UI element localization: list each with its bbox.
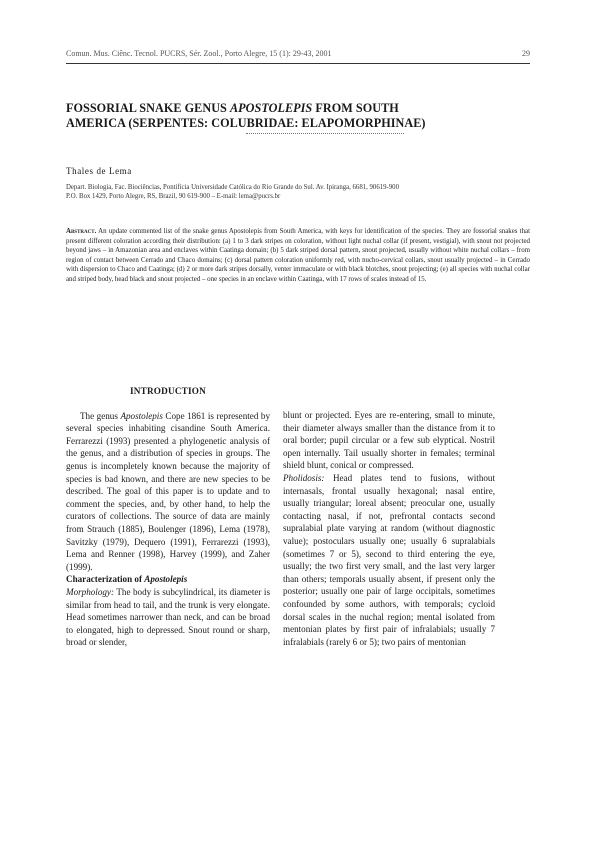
header-rule xyxy=(66,63,530,64)
left-column xyxy=(66,385,270,649)
author-affiliation xyxy=(66,183,530,201)
section-heading-introduction: INTRODUCTION xyxy=(130,386,206,396)
article-title xyxy=(66,101,486,131)
intro-text-a: The genus xyxy=(80,410,121,421)
affiliation-line-1: Depart. Biologia, Fac. Biociências, Pontifícia Universidade Católica do Rio Grande do Sul. Av. Ipiranga, 6681, 90619-900 xyxy=(66,184,399,191)
morphology-label: Morphology: xyxy=(66,586,114,597)
morphology-paragraph xyxy=(66,586,270,649)
title-underline xyxy=(246,133,404,134)
title-part-1: FOSSORIAL SNAKE GENUS xyxy=(66,101,230,115)
morphology-text: The body is subcylindrical, its diameter is similar from head to tail, and the trunk is very elongate. Head sometimes narrower than neck, and can be broad to elongated, high to depressed. Snout round or sharp, broad or slender, xyxy=(66,586,270,648)
morphology-continued: blunt or projected. Eyes are re-entering, small to minute, their diameter always smaller than the distance from it to oral border; pupil circular or a few sub elyptical. Nostril open internally. Tail usually shorter in females; terminal shield blunt, conical or compressed. xyxy=(283,410,495,471)
intro-genus: Apostolepis xyxy=(120,410,163,421)
abstract-label: Abstract. xyxy=(66,228,97,235)
affiliation-line-2: P.O. Box 1429, Porto Alegre, RS, Brazil, 90 619-900 – E-mail: lema@pucrs.br xyxy=(66,193,281,200)
author-name: Thales de Lema xyxy=(66,166,132,176)
title-genus: APOSTOLEPIS xyxy=(229,101,313,115)
title-part-2: FROM SOUTH xyxy=(312,101,399,115)
pholidosis-text: Head plates tend to fusions, without internasals, frontal usually hexagonal; nasal entire, usually triangular; loreal absent; preocular one, usually contacting nasal, if not, prefrontal contacts second supralabial plate varying at random (without diagnostic value); postoculars usually one; usually 6 supralabials (sometimes 7 or 5), second to third entering the eye, usually; the two first very small, and the last very larger than others; temporals usually absent, if present only the posterior; usually one pair of large occipitals, sometimes confounded by some authors, with temporals; cycloid dorsal scales in the nuchal region; mental isolated from mentonian plates by first pair of infralabials; usually 7 infralabials (rarely 6 or 5); two pairs of mentonian xyxy=(283,472,495,647)
intro-text-b: Cope 1861 is represented by several species inhabiting cisandine South America. Ferrarezzi (1993) presented a phylogenetic analysis of the genus, and a distribution of species in groups. The genus is incompletely known because the majority of species is bad known, and there are new species to be described. The goal of this paper is to update and to comment the species, and, by other hand, to help the curators of collections. The source of data are mainly from Strauch (1885), Boulenger (1896), Lema (1978), Savitzky (1979), Dequero (1991), Ferrarezzi (1993), Lema and Renner (1998), Harvey (1999), and Zaher (1999). xyxy=(66,410,270,572)
right-column xyxy=(283,409,495,648)
subheading-characterization xyxy=(66,573,270,586)
page-number: 29 xyxy=(522,49,530,58)
pholidosis-paragraph xyxy=(283,472,495,648)
subheading-text: Characterization of xyxy=(66,574,145,585)
intro-paragraph xyxy=(66,410,270,574)
pholidosis-label: Pholidosis: xyxy=(283,472,325,483)
journal-citation: Comun. Mus. Ciênc. Tecnol. PUCRS, Sér. Zool., Porto Alegre, 15 (1): 29-43, 2001 xyxy=(66,49,332,58)
title-line-2: AMERICA (SERPENTES: COLUBRIDAE: ELAPOMORPHINAE) xyxy=(66,116,426,130)
abstract xyxy=(66,227,530,284)
subheading-genus: Apostolepis xyxy=(144,574,188,585)
abstract-text: An update commented list of the snake genus Apostolepis from South America, with keys for identification of the species. They are fossorial snakes that present different coloration according their distribution: (a) 1 to 3 dark stripes on coloration, without light nuchal collar (if present, vestigial), with snout not projected beyond jaws – in Amazonian area and enclaves within Caatinga domain; (b) 5 dark striped dorsal pattern, snout projected, usually without white nuchal collars – from region of contact between Cerrado and Chaco domains; (c) dorsal pattern coloration uniformly red, with nucho-cervical collars, snout usually projected – in Cerrado with dispersion to Chaco and Caatinga; (d) 2 or more dark stripes dorsally, venter immaculate or with black blotches, snout projecting; (e) all species with nuchal collar and striped body, head black and snout projected – one species in an enclave within Caatinga, with 17 rows of scales instead of 15. xyxy=(66,228,530,283)
